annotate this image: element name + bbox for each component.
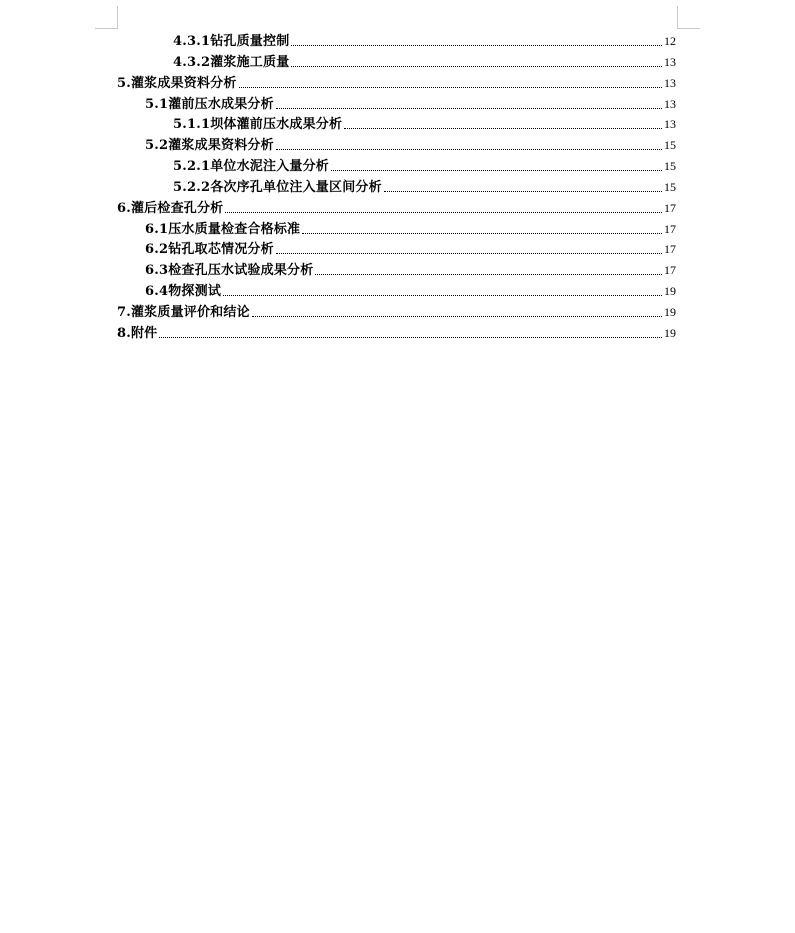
- toc-entry[interactable]: [173, 28, 676, 49]
- toc-entry[interactable]: [145, 216, 676, 237]
- toc-entry[interactable]: [145, 257, 676, 278]
- toc-leader-dots: [239, 86, 662, 88]
- toc-entry[interactable]: [173, 111, 676, 132]
- toc-entry-title: 5.2.1单位水泥注入量分析: [173, 159, 329, 174]
- toc-entry-title: 6.2钻孔取芯情况分析: [145, 242, 274, 257]
- toc-entry[interactable]: [117, 70, 676, 91]
- toc-leader-dots: [276, 148, 662, 150]
- toc-entry-page: 13: [664, 117, 676, 131]
- toc-entry-title: 7.灌浆质量评价和结论: [117, 305, 250, 320]
- crop-mark-top-left: [95, 6, 118, 29]
- toc-entry[interactable]: [145, 236, 676, 257]
- toc-entry-page: 15: [664, 159, 676, 173]
- toc-entry-page: 13: [664, 55, 676, 69]
- toc-entry[interactable]: [117, 195, 676, 216]
- toc-entry-page: 13: [664, 97, 676, 111]
- toc-entry-title: 5.2.2各次序孔单位注入量区间分析: [173, 180, 382, 195]
- toc-leader-dots: [344, 127, 662, 129]
- toc-entry-title: 8.附件: [117, 326, 158, 341]
- toc-entry-title: 6.1压水质量检查合格标准: [145, 222, 301, 237]
- toc-entry[interactable]: [173, 153, 676, 174]
- toc-leader-dots: [291, 65, 662, 67]
- toc-entry-title: 6.灌后检查孔分析: [117, 201, 224, 216]
- toc-leader-dots: [291, 44, 662, 46]
- toc-leader-dots: [331, 169, 662, 171]
- toc-entry-page: 19: [664, 326, 676, 340]
- toc-entry-page: 19: [664, 284, 676, 298]
- toc-leader-dots: [159, 336, 662, 338]
- toc-entry-title: 5.2灌浆成果资料分析: [145, 138, 274, 153]
- toc-leader-dots: [276, 252, 662, 254]
- toc-entry-title: 5.1灌前压水成果分析: [145, 97, 274, 112]
- toc-entry-page: 12: [664, 34, 676, 48]
- toc-entry[interactable]: [145, 91, 676, 112]
- toc-leader-dots: [302, 232, 662, 234]
- toc-entry-page: 17: [664, 263, 676, 277]
- toc-entry[interactable]: [145, 132, 676, 153]
- toc-entry-page: 17: [664, 242, 676, 256]
- toc-entry-page: 13: [664, 76, 676, 90]
- toc-entry-page: 15: [664, 180, 676, 194]
- toc-entry-page: 17: [664, 222, 676, 236]
- toc-entry[interactable]: [173, 49, 676, 70]
- toc-leader-dots: [225, 211, 662, 213]
- toc-entry-title: 5.灌浆成果资料分析: [117, 76, 237, 91]
- toc-leader-dots: [223, 294, 662, 296]
- toc-entry[interactable]: [173, 174, 676, 195]
- toc-entry[interactable]: [117, 320, 676, 341]
- toc-entry-title: 4.3.2灌浆施工质量: [173, 55, 290, 70]
- toc-leader-dots: [276, 107, 662, 109]
- toc-entry-page: 19: [664, 305, 676, 319]
- toc-entry-page: 15: [664, 138, 676, 152]
- toc-entry-title: 6.3检查孔压水试验成果分析: [145, 263, 314, 278]
- toc-entry[interactable]: [117, 299, 676, 320]
- toc-entry-title: 6.4物探测试: [145, 284, 222, 299]
- toc-leader-dots: [315, 273, 662, 275]
- toc-entry-page: 17: [664, 201, 676, 215]
- toc-entry[interactable]: [145, 278, 676, 299]
- toc-leader-dots: [252, 315, 662, 317]
- crop-mark-top-right: [677, 6, 700, 29]
- toc-entry-title: 5.1.1坝体灌前压水成果分析: [173, 117, 343, 132]
- toc-leader-dots: [384, 190, 662, 192]
- toc-entry-title: 4.3.1钻孔质量控制: [173, 34, 290, 49]
